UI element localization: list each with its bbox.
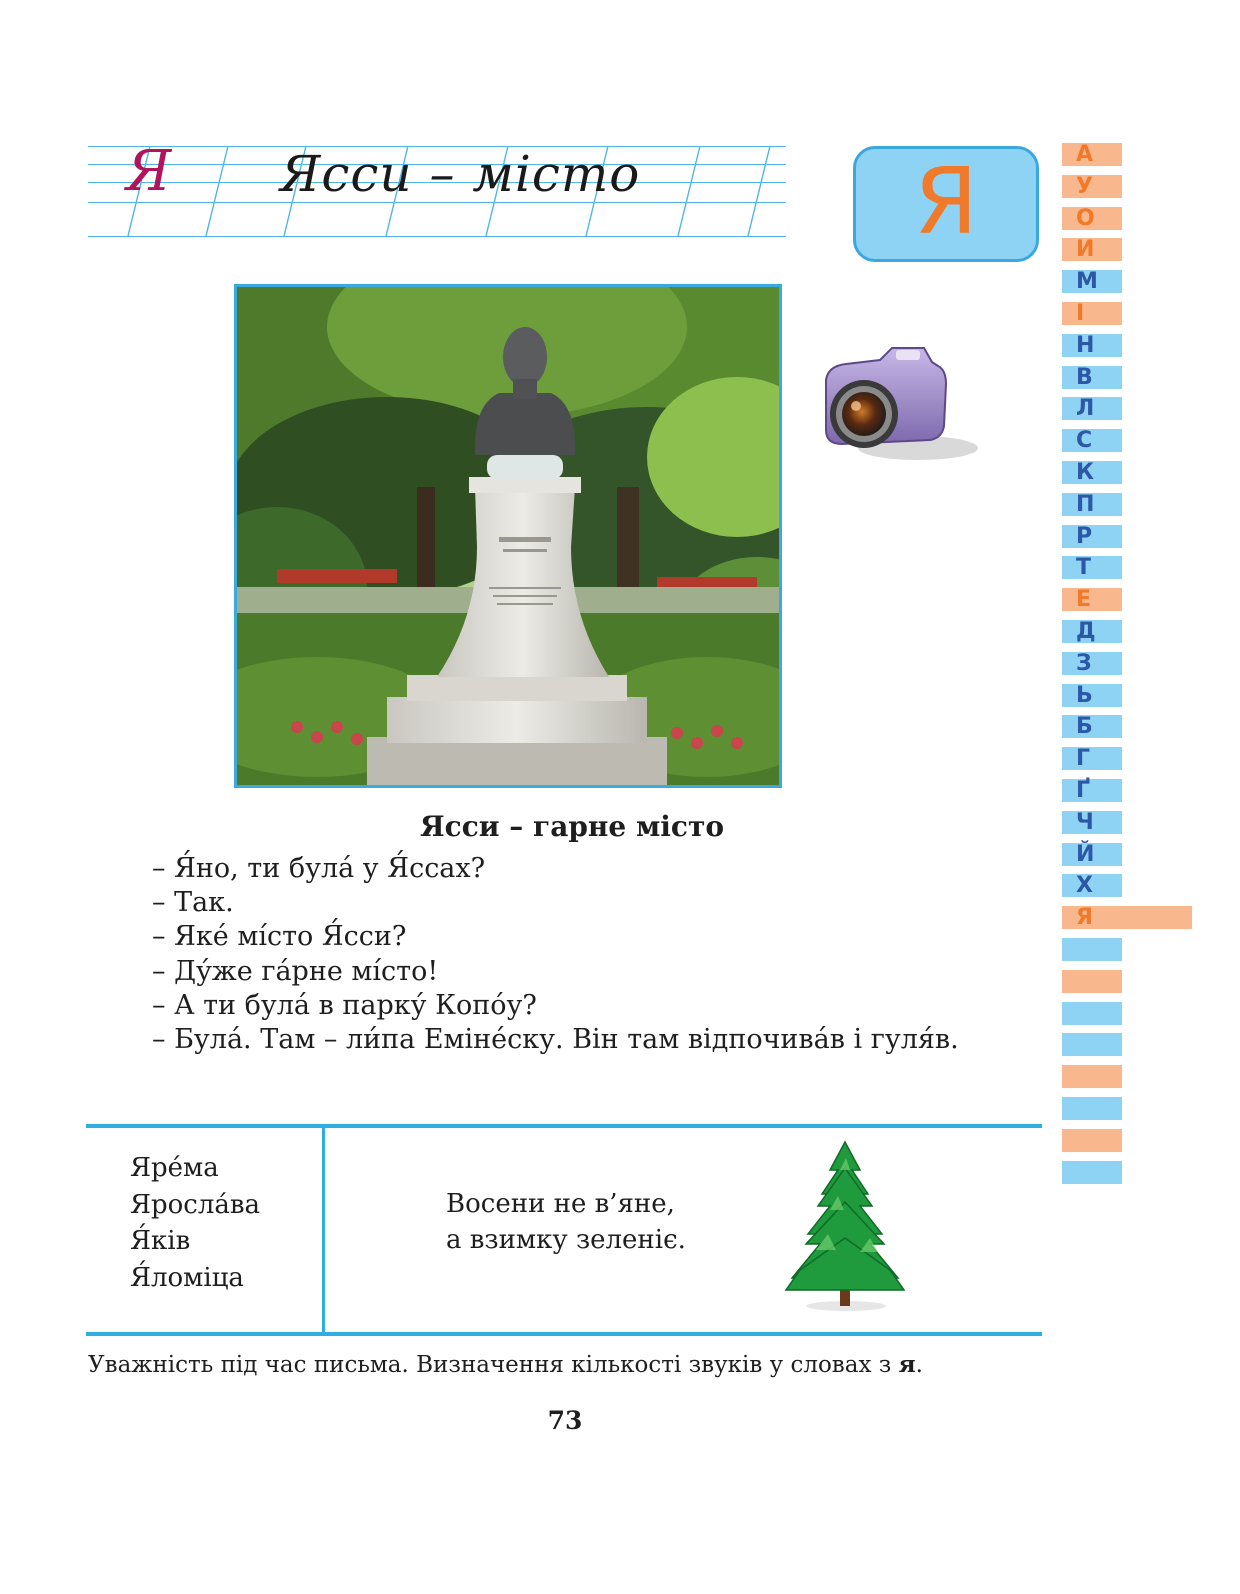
name-item: Яре́ма [130, 1153, 219, 1183]
dialogue-line: – Ду́же га́рне мі́сто! [152, 955, 439, 987]
page-number: 73 [547, 1406, 583, 1435]
letter-card [853, 146, 1039, 262]
copybook-header [88, 140, 786, 240]
alphabet-item: В [1062, 366, 1122, 389]
box-bottom-rule [86, 1332, 1042, 1336]
monument-photo [234, 284, 782, 788]
camera-icon [806, 340, 986, 470]
letter-card-letter: Я [914, 148, 978, 255]
footer-note-bold: я [898, 1351, 916, 1378]
alphabet-item [1062, 1129, 1122, 1152]
alphabet-item: М [1062, 270, 1122, 293]
box-divider [322, 1128, 325, 1335]
monument-photo-image [237, 287, 779, 785]
alphabet-item: И [1062, 238, 1122, 261]
alphabet-item: Г [1062, 747, 1122, 770]
box-top-rule [86, 1124, 1042, 1128]
name-item: Яросла́ва [130, 1189, 261, 1220]
alphabet-item: Я [1062, 906, 1192, 929]
riddle-line: Восени не в’яне, [446, 1189, 675, 1219]
alphabet-item [1062, 970, 1122, 993]
dialogue-line: – А ти була́ в парку́ Копо́у? [152, 989, 537, 1021]
alphabet-item [1062, 1033, 1122, 1056]
alphabet-item: К [1062, 461, 1122, 484]
name-item: Я́ломіца [130, 1262, 244, 1293]
alphabet-item [1062, 1065, 1122, 1088]
alphabet-item: О [1062, 207, 1122, 230]
alphabet-item: Т [1062, 556, 1122, 579]
alphabet-item: У [1062, 175, 1122, 198]
dialogue-line: – Була́. Там – ли́па Еміне́ску. Він там відпочива́в і гуля́в. [152, 1024, 959, 1056]
dialogue [152, 852, 1032, 1057]
dialogue-line: – Яке́ мі́сто Я́сси? [152, 921, 407, 953]
alphabet-item: Е [1062, 588, 1122, 611]
alphabet-item [1062, 1161, 1122, 1184]
alphabet-item: Ч [1062, 811, 1122, 834]
name-item: Я́ків [130, 1226, 191, 1256]
alphabet-item: Х [1062, 874, 1122, 897]
alphabet-item: П [1062, 493, 1122, 516]
riddle-line: а взимку зеленіє. [446, 1225, 686, 1255]
fir-tree-illustration [780, 1140, 910, 1316]
alphabet-item: Н [1062, 334, 1122, 357]
alphabet-item [1062, 1097, 1122, 1120]
copybook-letter: Я [126, 139, 172, 204]
dialogue-line: – Так. [152, 887, 234, 919]
riddle [446, 1186, 766, 1258]
alphabet-item: З [1062, 652, 1122, 675]
alphabet-item: С [1062, 429, 1122, 452]
story-title: Ясси – гарне місто [419, 810, 725, 843]
footer-note-end: . [915, 1352, 923, 1378]
alphabet-item: Й [1062, 843, 1122, 866]
alphabet-item: А [1062, 143, 1122, 166]
alphabet-item: І [1062, 302, 1122, 325]
footer-note-text: Уважність під час письма. Визначення кількості звуків у словах з [88, 1352, 899, 1378]
footer-note [88, 1348, 1048, 1382]
alphabet-item: Ь [1062, 684, 1122, 707]
alphabet-item [1062, 1002, 1122, 1025]
dialogue-line: – Я́но, ти була́ у Я́ссах? [152, 853, 486, 884]
names-list [130, 1150, 310, 1296]
copybook-phrase: Ясси – місто [280, 145, 641, 203]
alphabet-item: Ґ [1062, 779, 1122, 802]
alphabet-item: Б [1062, 715, 1122, 738]
alphabet-item: Р [1062, 525, 1122, 548]
alphabet-item: Л [1062, 397, 1122, 420]
alphabet-item: Д [1062, 620, 1122, 643]
alphabet-item [1062, 938, 1122, 961]
